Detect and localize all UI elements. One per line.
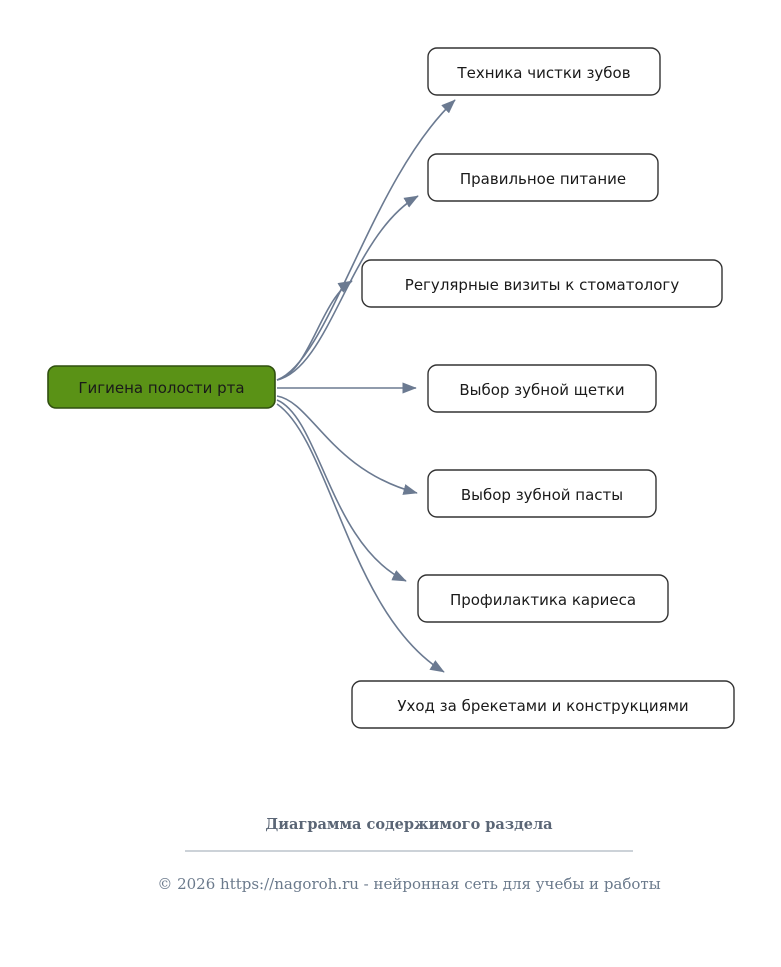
diagram-caption: Диаграмма содержимого раздела [265, 816, 553, 833]
branch-node[interactable] [428, 154, 658, 201]
branch-node[interactable] [428, 365, 656, 412]
branch-node-label: Выбор зубной щетки [459, 381, 625, 399]
root-node-label: Гигиена полости рта [78, 379, 245, 397]
branch-node-label: Правильное питание [459, 170, 627, 188]
branch-node[interactable] [352, 681, 734, 728]
branch-node-label: Профилактика кариеса [449, 591, 637, 609]
edge-to-branch-0 [277, 100, 455, 380]
edge-to-branch-6 [277, 404, 444, 672]
branch-node-label: Техника чистки зубов [457, 64, 631, 82]
branch-node-label: Регулярные визиты к стоматологу [404, 276, 680, 294]
branch-node-label: Уход за брекетами и конструкциями [397, 697, 689, 715]
root-node[interactable] [48, 366, 275, 408]
edge-to-branch-2 [277, 281, 352, 380]
edge-to-branch-4 [277, 396, 417, 493]
branch-node[interactable] [418, 575, 668, 622]
footer-credit: © 2026 https://nagoroh.ru - нейронная сеть для учебы и работы [157, 875, 661, 893]
branch-node[interactable] [428, 48, 660, 95]
branch-node-label: Выбор зубной пасты [460, 486, 624, 504]
branch-node[interactable] [428, 470, 656, 517]
branch-node[interactable] [362, 260, 722, 307]
edge-to-branch-5 [277, 400, 406, 581]
